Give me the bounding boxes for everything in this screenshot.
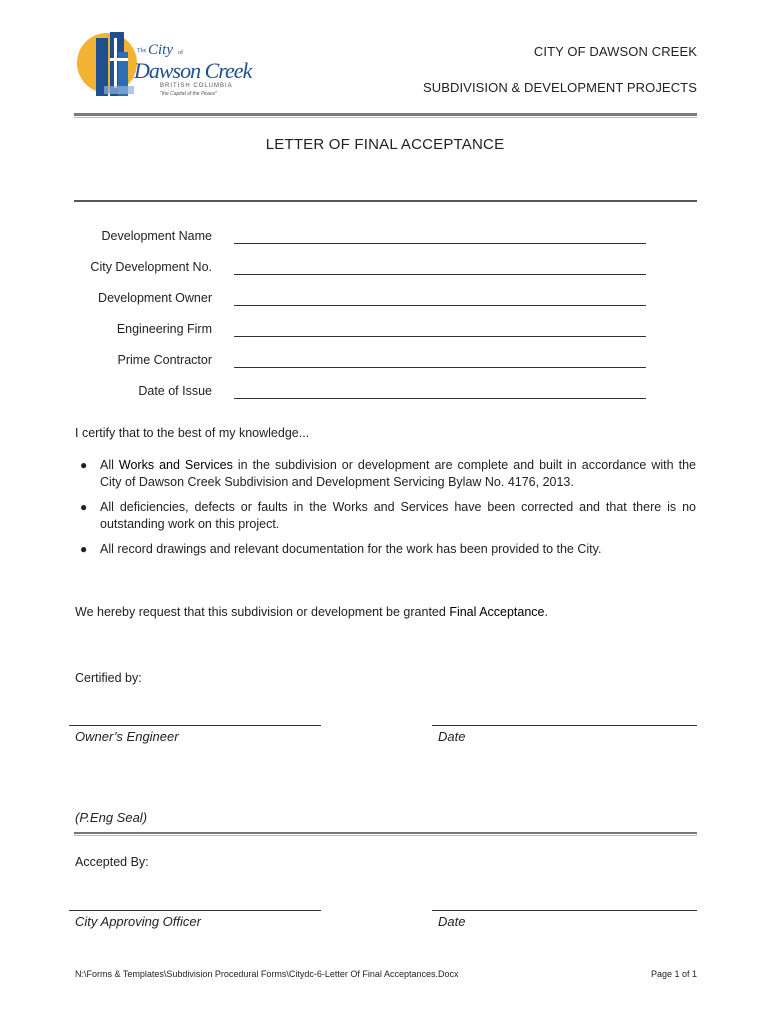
bullet-icon: ● (80, 500, 88, 514)
certify-intro: I certify that to the best of my knowledge... (75, 426, 310, 440)
header-org: CITY OF DAWSON CREEK (533, 44, 697, 59)
bullet-1-emph: Works and Services (118, 458, 233, 472)
owners-engineer-signature-line[interactable] (69, 725, 321, 726)
seal-rule-thin (74, 835, 697, 836)
footer-page-number: Page 1 of 1 (650, 969, 697, 979)
header-department: SUBDIVISION & DEVELOPMENT PROJECTS (422, 80, 697, 95)
certified-by-label: Certified by: (75, 671, 142, 685)
logo-of: of (178, 50, 183, 56)
peng-seal-label: (P.Eng Seal) (75, 810, 148, 825)
city-officer-label: City Approving Officer (75, 914, 201, 929)
header-rule (74, 113, 697, 116)
city-development-no-field[interactable] (234, 274, 646, 275)
footer-file-path: N:\Forms & Templates\Subdivision Procedural Forms\Citydc-6-Letter Of Final Acceptances.Docx (75, 969, 459, 979)
bullet-item-record-drawings: All record drawings and relevant documentation for the work has been provided to the City. (100, 542, 602, 556)
engineering-firm-field[interactable] (234, 336, 646, 337)
bullet-item-deficiencies: All deficiencies, defects or faults in the Works and Services have been corrected and that there is no outstanding work on this project. (100, 500, 696, 531)
field-label-development-owner: Development Owner (98, 291, 212, 305)
field-label-development-name: Development Name (101, 229, 212, 243)
date-of-issue-field[interactable] (234, 398, 646, 399)
bullet-1-post: in the subdivision or development are complete and built in accordance with the City of Dawson Creek Subdivision and Development Servicing Bylaw No. 4176, 2013. (100, 458, 696, 489)
field-label-date-of-issue: Date of Issue (138, 384, 212, 398)
accepted-date-line[interactable] (432, 910, 697, 911)
title-rule (74, 200, 697, 202)
bullet-icon: ● (80, 458, 88, 472)
field-label-prime-contractor: Prime Contractor (117, 353, 212, 367)
city-logo (74, 28, 254, 106)
development-name-field[interactable] (234, 243, 646, 244)
development-owner-field[interactable] (234, 305, 646, 306)
logo-the: The (137, 48, 147, 54)
page-title: LETTER OF FINAL ACCEPTANCE (265, 136, 505, 153)
logo-region: BRITISH COLUMBIA (160, 83, 233, 89)
certified-date-line[interactable] (432, 725, 697, 726)
request-post: . (544, 605, 548, 619)
accepted-by-label: Accepted By: (75, 855, 149, 869)
city-officer-signature-line[interactable] (69, 910, 321, 911)
request-statement (75, 604, 548, 621)
logo-name: Dawson Creek (134, 58, 252, 83)
owners-engineer-label: Owner’s Engineer (75, 729, 179, 744)
logo-tagline: "the Capital of the Peace" (160, 91, 217, 97)
header-rule-thin (74, 117, 697, 118)
logo-city: City (148, 42, 173, 58)
request-pre: We hereby request that this subdivision or development be granted (75, 605, 450, 619)
bullet-icon: ● (80, 542, 88, 556)
field-label-city-development-no: City Development No. (90, 260, 212, 274)
field-label-engineering-firm: Engineering Firm (116, 322, 212, 336)
certified-date-label: Date (438, 729, 466, 744)
bullet-item-works-complete (100, 457, 696, 491)
prime-contractor-field[interactable] (234, 367, 646, 368)
seal-rule (74, 832, 697, 834)
accepted-date-label: Date (438, 914, 466, 929)
bullet-1-pre: All (100, 458, 119, 472)
request-emph: Final Acceptance (449, 605, 545, 619)
